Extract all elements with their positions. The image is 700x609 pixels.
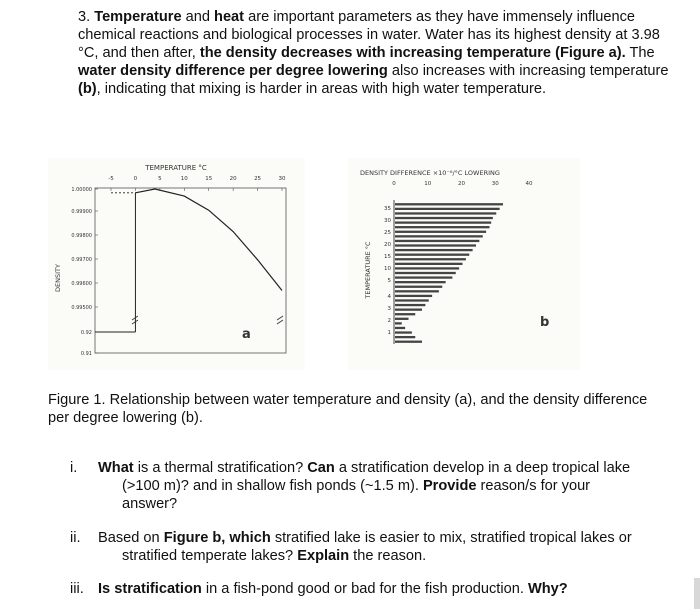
intro-emphasis-density: the density decreases with increasing temperature (Figure a).	[199, 45, 626, 61]
chart-b-bar	[395, 318, 409, 320]
question-keyword: Figure b, which	[163, 530, 271, 546]
figure-b	[348, 158, 580, 370]
question-text: stratified lake is easier to mix, stratified tropical lakes or	[270, 530, 632, 546]
chart-b-bar	[395, 309, 422, 311]
chart-b-bar	[395, 221, 491, 223]
chart-a-frame	[95, 188, 286, 353]
question-number: iii.	[70, 581, 84, 597]
chart-b-ylabel: TEMPERATURE °C	[364, 241, 372, 299]
chart-b-bar	[395, 258, 466, 260]
intro-text: are important parameters as they have immensely influence chemical reactions and biological processes in water. Water has its highest density at 3.98 °C, and then after,	[78, 9, 660, 61]
intro-term-temperature: Temperature	[94, 9, 182, 25]
intro-text: also increases with increasing temperature	[387, 63, 669, 79]
chart-a-x-tick: 30	[278, 176, 286, 182]
chart-a-y-tick: 0.99600	[71, 281, 92, 287]
intro-text: and	[181, 9, 215, 25]
chart-b-bar	[395, 290, 439, 292]
chart-a-density-curve	[135, 189, 282, 291]
chart-b-bar	[395, 244, 476, 246]
chart-b-bar	[395, 249, 473, 251]
chart-b-bar	[395, 217, 493, 219]
chart-b-bar	[395, 208, 500, 210]
chart-b-title: DENSITY DIFFERENCE ×10⁻⁶/°C LOWERING	[360, 169, 500, 177]
chart-b-bar	[395, 299, 429, 301]
intro-emphasis-difference: water density difference per degree lowering	[78, 63, 388, 79]
chart-b-bar	[395, 263, 463, 265]
chart-b-bar	[395, 295, 432, 297]
question-text: reason/s for your	[476, 478, 591, 494]
question-number: i.	[70, 460, 78, 476]
intro-emphasis-b: (b)	[78, 81, 97, 97]
chart-b-bar	[395, 231, 486, 233]
chart-b-bar	[395, 254, 469, 256]
chart-a-y-tick: 0.99500	[71, 305, 92, 311]
question-text: the reason.	[349, 548, 427, 564]
question-text: in a fish-pond good or bad for the fish production.	[201, 581, 528, 597]
chart-a-y-tick: 0.99900	[71, 209, 92, 215]
chart-b-bar	[395, 267, 459, 269]
chart-b-y-label: 15	[384, 254, 391, 260]
chart-a-x-tick: 5	[158, 176, 162, 182]
question-text: (>100 m)? and in shallow fish ponds (~1.5 m).	[122, 478, 423, 494]
chart-b-bar	[395, 240, 479, 242]
chart-b-bar	[395, 235, 483, 237]
chart-a-x-tick: 20	[229, 176, 237, 182]
chart-a-y-tick: 0.91	[80, 351, 92, 357]
chart-b-bar	[395, 336, 415, 338]
chart-b-bar	[395, 281, 446, 283]
figure-a	[48, 158, 305, 370]
chart-b-y-label: 10	[384, 266, 391, 272]
intro-paragraph	[78, 8, 678, 98]
chart-a-axis-break	[277, 316, 283, 324]
question-text: Based on	[98, 530, 164, 546]
chart-a-x-tick: 25	[254, 176, 262, 182]
question-text: stratified temperate lakes?	[122, 548, 298, 564]
chart-a-y-tick: 0.99800	[71, 233, 92, 239]
question-keyword: Explain	[297, 548, 350, 564]
chart-b-y-label: 2	[387, 318, 391, 324]
density-difference-chart	[348, 158, 580, 370]
chart-b-bar	[395, 272, 456, 274]
chart-b-bar	[395, 212, 496, 214]
chart-a-x-tick: 10	[180, 176, 188, 182]
chart-b-y-label: 20	[384, 242, 391, 248]
chart-a-title: TEMPERATURE °C	[145, 164, 207, 172]
chart-b-y-label: 4	[387, 294, 391, 300]
chart-a-ylabel: DENSITY	[54, 264, 62, 292]
chart-a-panel-label: a	[242, 327, 251, 342]
chart-a-y-tick: 0.99700	[71, 257, 92, 263]
chart-b-x-tick: 30	[491, 181, 499, 187]
question-keyword: What	[98, 460, 134, 476]
chart-b-bar	[395, 276, 452, 278]
chart-b-bar	[395, 226, 490, 228]
question-number: ii.	[70, 530, 81, 546]
question-keyword: Is stratification	[98, 581, 202, 597]
chart-b-y-label: 1	[387, 330, 391, 336]
chart-b-y-label: 25	[384, 230, 391, 236]
chart-b-bar	[395, 313, 415, 315]
question-text: is a thermal stratification?	[133, 460, 308, 476]
question-keyword: Provide	[422, 478, 477, 494]
question-keyword: Why?	[527, 581, 568, 597]
chart-b-y-label: 35	[384, 206, 391, 212]
chart-b-y-label: 30	[384, 218, 391, 224]
chart-b-bar	[395, 341, 422, 343]
intro-text: The	[625, 45, 655, 61]
chart-a-y-tick: 0.92	[80, 330, 92, 336]
chart-b-y-label: 5	[387, 278, 391, 284]
chart-b-x-tick: 40	[525, 181, 533, 187]
chart-b-x-tick: 20	[458, 181, 465, 187]
chart-b-bar	[395, 327, 405, 329]
chart-b-x-tick: 0	[392, 181, 396, 187]
chart-b-bar	[395, 203, 503, 205]
density-chart	[48, 158, 305, 370]
chart-b-x-tick: 10	[424, 181, 432, 187]
question-keyword: Can	[307, 460, 335, 476]
chart-b-bar	[395, 286, 442, 288]
chart-b-bar	[395, 304, 425, 306]
chart-a-x-tick: 15	[205, 176, 213, 182]
intro-number: 3.	[78, 9, 91, 25]
chart-b-bar	[395, 322, 402, 324]
intro-term-heat: heat	[214, 9, 245, 25]
chart-b-bar	[395, 331, 412, 333]
question-text: a stratification develop in a deep tropical lake	[334, 460, 631, 476]
chart-b-y-label: 3	[387, 306, 391, 312]
chart-a-y-tick: 1.00000	[71, 187, 92, 193]
scrollbar[interactable]	[694, 578, 700, 609]
chart-b-panel-label: b	[540, 315, 550, 330]
intro-text: , indicating that mixing is harder in areas with high water temperature.	[96, 81, 547, 97]
chart-a-x-tick: 0	[133, 176, 138, 182]
figure-caption: Figure 1. Relationship between water temperature and density (a), and the density difference per degree lowering (b).	[48, 392, 648, 426]
chart-a-x-tick: -5	[108, 176, 114, 182]
question-text: answer?	[122, 496, 178, 512]
